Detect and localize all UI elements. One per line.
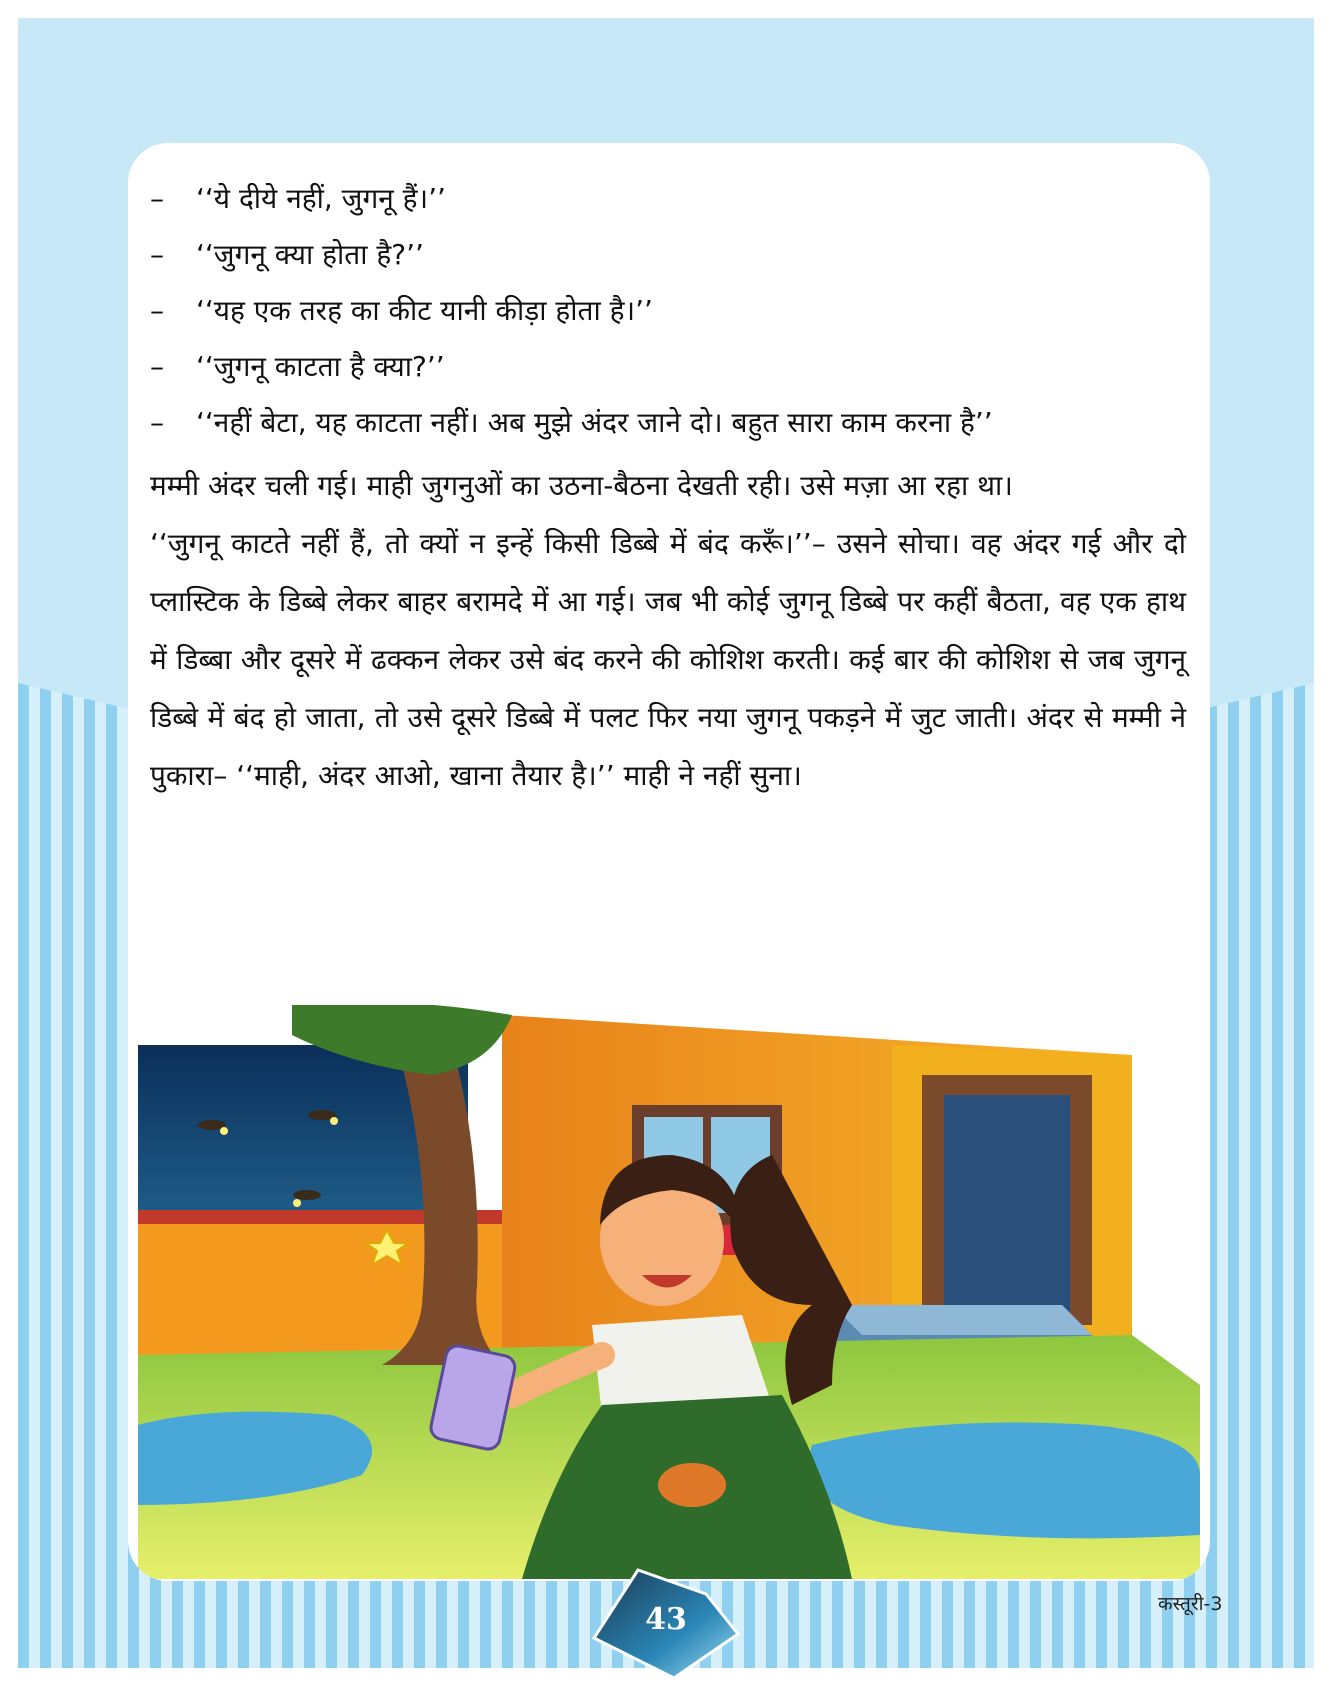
dialogue-text: ‘‘नहीं बेटा, यह काटता नहीं। अब मुझे अंदर जाने दो। बहुत सारा काम करना है’’ <box>196 406 993 439</box>
dialogue-text: ‘‘जुगनू काटता है क्या?’’ <box>196 350 445 383</box>
dialogue-line <box>150 339 1186 395</box>
dialogue-dash: – <box>150 294 164 327</box>
page-number: 43 <box>645 1602 687 1637</box>
story-illustration <box>132 1005 1202 1579</box>
dialogue-dash: – <box>150 238 164 271</box>
story-paragraph: मम्मी अंदर चली गई। माही जुगनुओं का उठना-बैठना देखती रही। उसे मज़ा आ रहा था। <box>150 469 1013 502</box>
dialogue-dash: – <box>150 182 164 215</box>
story-text <box>150 171 1186 805</box>
dialogue-line <box>150 171 1186 227</box>
book-title: कस्तूरी-3 <box>1158 1593 1223 1615</box>
dialogue-text: ‘‘जुगनू क्या होता है?’’ <box>196 238 424 271</box>
dialogue-text: ‘‘यह एक तरह का कीट यानी कीड़ा होता है।’’ <box>196 294 653 327</box>
dialogue-line <box>150 395 1186 451</box>
jar-lid <box>658 1463 726 1507</box>
content-card <box>128 143 1210 1581</box>
page-number-badge <box>590 1568 742 1680</box>
dialogue-line <box>150 227 1186 283</box>
dialogue-line <box>150 283 1186 339</box>
dialogue-dash: – <box>150 406 164 439</box>
story-paragraph: ‘‘जुगनू काटते नहीं हैं, तो क्यों न इन्हें किसी डिब्बे में बंद करूँ।’’– उसने सोचा। वह अंदर गई और दो प्लास्टिक के डिब्बे लेकर बाहर बरामदे में आ गई। जब भी कोई जुगनू डिब्बे पर कहीं बैठता, वह एक हाथ में डिब्बा और दूसरे में ढक्कन लेकर उसे बंद करने की कोशिश करती। कई बार की कोशिश से जब जुगनू डिब्बे में बंद हो जाता, तो उसे दूसरे डिब्बे में पलट फिर नया जुगनू पकड़ने में जुट जाती। अंदर से मम्मी ने पुकारा– ‘‘माही, अंदर आओ, खाना तैयार है।’’ माही ने नहीं सुना। <box>150 527 1186 792</box>
dialogue-dash: – <box>150 350 164 383</box>
page-frame <box>18 18 1314 1668</box>
dialogue-text: ‘‘ये दीये नहीं, जुगनू हैं।’’ <box>196 182 446 215</box>
